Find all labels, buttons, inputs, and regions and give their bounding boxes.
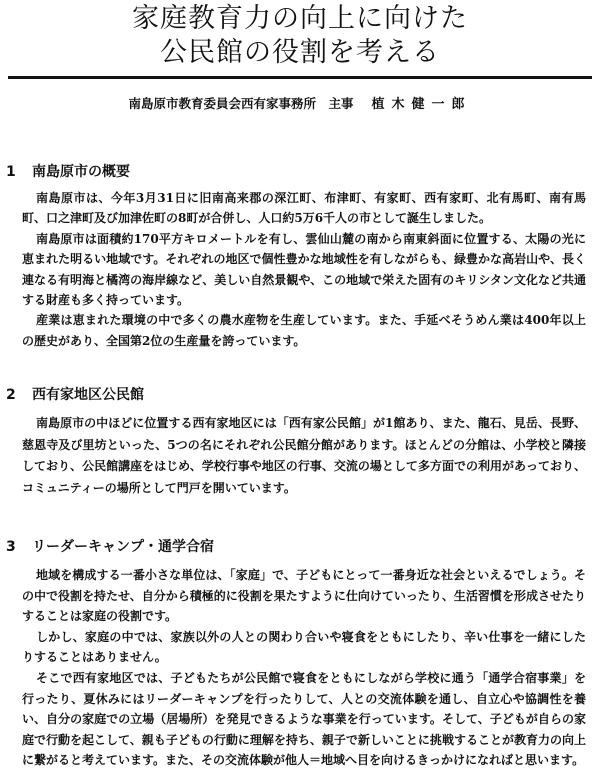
paragraph: 南島原市は、今年3月31日に旧南高来郡の深江町、布津町、有家町、西有家町、北有馬町、南有馬町、口之津町及び加津佐町の8町が合併し、人口約5万6千人の市として誕生しました。 xyxy=(22,191,586,226)
title-line-2: 公民館の役割を考える xyxy=(160,37,440,68)
section-number: 2 xyxy=(6,387,16,403)
paragraph: 南島原市の中ほどに位置する西有家地区には「西有家公民館」が1館あり、また、龍石、見岳、長野、慈恩寺及び里坊といった、5つの名にそれぞれ公民館分館があります。ほとんどの分館は、小学校と隣接しており、公民館講座をはじめ、学校行事や地区の行事、交流の場として多方面での利用があっており、コミュニティーの場所として門戸を開いています。 xyxy=(22,416,586,495)
author-line xyxy=(0,93,600,112)
section-title: 西有家地区公民館 xyxy=(32,387,144,403)
title-line-1: 家庭教育力の向上に向けた xyxy=(132,3,468,34)
section-number: 1 xyxy=(6,164,16,180)
paragraph: 産業は恵まれた環境の中で多くの農水産物を生産しています。また、手延べそうめん業は400年以上の歴史があり、全国第2位の生産量を誇っています。 xyxy=(22,313,586,348)
author-affiliation: 南島原市教育委員会西有家事務所 主事 xyxy=(128,96,354,111)
author-name: 植木健一郎 xyxy=(371,97,472,112)
section-overview xyxy=(0,162,600,351)
section-number: 3 xyxy=(6,539,16,555)
section-heading xyxy=(6,162,600,182)
paragraph: そこで西有家地区では、子どもたちが公民館で寝食をともにしながら学校に通う「通学合宿事業」を行ったり、夏休みにはリーダーキャンプを行ったりして、人との交流体験を通し、自立心や協調性を養い、自分の家庭での立場（居場所）を発見できるような事業を行っています。そして、子どもが自らの家庭で行動を起こして、親も子どもの行動に理解を持ち、親子で新しいことに挑戦することが教育力の向上に繋がると考えています。また、その交流体験が他人＝地域へ目を向けるきっかけになればと思います。 xyxy=(22,670,586,768)
title-rule xyxy=(8,76,592,79)
section-heading xyxy=(6,385,600,405)
paragraph: 地域を構成する一番小さな単位は、「家庭」で、子どもにとって一番身近な社会といえるでしょう。その中で役割を持たせ、自分から積極的に役割を果たすように仕向けていったり、生活習慣を形成させたりすることは家庭の役割です。 xyxy=(22,568,586,624)
paragraph: 南島原市は面積約170平方キロメートルを有し、雲仙山麓の南から南東斜面に位置する、太陽の光に恵まれた明るい地域です。それぞれの地区で個性豊かな地域性を有しながらも、緑豊かな高岩山や、長く連なる有明海と橘湾の海岸線など、美しい自然景観や、この地域で栄えた固有のキリシタン文化など共通する財産も多く持っています。 xyxy=(22,231,586,308)
paragraph: しかし、家庭の中では、家族以外の人との関わり合いや寝食をともにしたり、辛い仕事を一緒にしたりすることはありません。 xyxy=(22,629,586,665)
title-block xyxy=(0,0,600,70)
section-title: 南島原市の概要 xyxy=(32,164,130,180)
section-community-center xyxy=(0,385,600,499)
section-leader-camp xyxy=(0,537,600,771)
section-heading xyxy=(6,537,600,557)
section-title: リーダーキャンプ・通学合宿 xyxy=(32,539,214,555)
